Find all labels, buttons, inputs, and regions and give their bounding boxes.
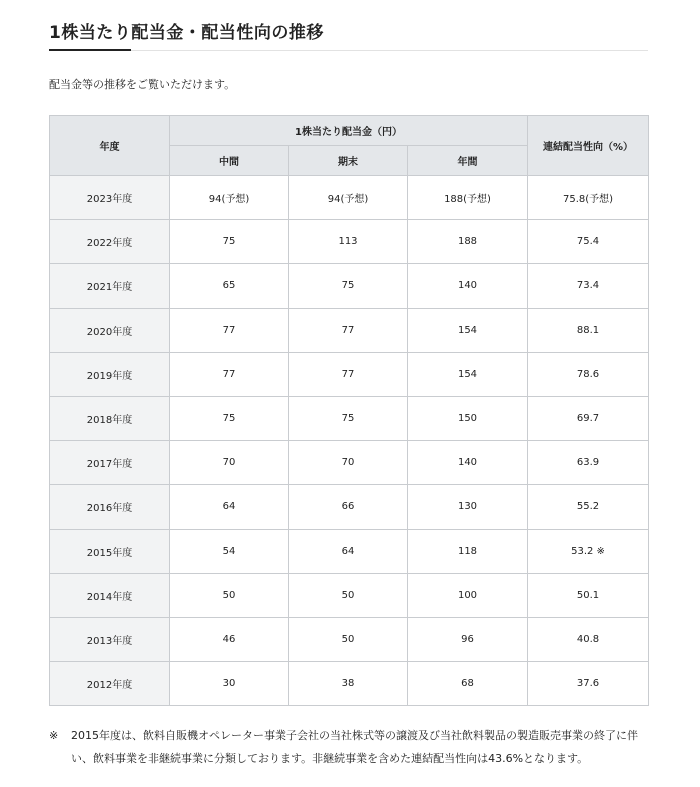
cell-interim: 30 xyxy=(170,662,289,706)
cell-payout-ratio: 88.1 xyxy=(528,308,649,352)
cell-annual: 140 xyxy=(408,441,528,485)
cell-payout-ratio: 73.4 xyxy=(528,264,649,308)
cell-interim: 77 xyxy=(170,352,289,396)
cell-year: 2014年度 xyxy=(50,573,170,617)
cell-interim: 46 xyxy=(170,617,289,661)
cell-payout-ratio: 69.7 xyxy=(528,396,649,440)
cell-year: 2020年度 xyxy=(50,308,170,352)
cell-interim: 77 xyxy=(170,308,289,352)
cell-payout-ratio: 53.2 ※ xyxy=(528,529,649,573)
table-row xyxy=(50,308,649,352)
cell-payout-ratio: 40.8 xyxy=(528,617,649,661)
cell-year-end: 77 xyxy=(289,352,408,396)
cell-interim: 75 xyxy=(170,220,289,264)
cell-year-end: 113 xyxy=(289,220,408,264)
cell-interim: 64 xyxy=(170,485,289,529)
cell-payout-ratio: 37.6 xyxy=(528,662,649,706)
header-annual: 年間 xyxy=(408,146,528,176)
cell-year-end: 66 xyxy=(289,485,408,529)
cell-annual: 118 xyxy=(408,529,528,573)
cell-annual: 130 xyxy=(408,485,528,529)
header-dividend-per-share: 1株当たり配当金（円） xyxy=(170,116,528,146)
table-row xyxy=(50,396,649,440)
cell-year-end: 38 xyxy=(289,662,408,706)
table-row xyxy=(50,220,649,264)
table-row xyxy=(50,441,649,485)
title-underline-accent xyxy=(49,49,131,51)
header-year: 年度 xyxy=(50,116,170,176)
cell-year-end: 50 xyxy=(289,573,408,617)
cell-year-end: 64 xyxy=(289,529,408,573)
cell-year: 2023年度 xyxy=(50,176,170,220)
cell-year-end: 94(予想) xyxy=(289,176,408,220)
cell-annual: 154 xyxy=(408,352,528,396)
table-row xyxy=(50,264,649,308)
cell-interim: 94(予想) xyxy=(170,176,289,220)
cell-interim: 50 xyxy=(170,573,289,617)
cell-payout-ratio: 50.1 xyxy=(528,573,649,617)
page-title: 1株当たり配当金・配当性向の推移 xyxy=(49,23,324,43)
cell-year-end: 75 xyxy=(289,264,408,308)
header-payout-ratio: 連結配当性向（%） xyxy=(528,116,649,176)
table-row xyxy=(50,662,649,706)
cell-interim: 54 xyxy=(170,529,289,573)
cell-year: 2018年度 xyxy=(50,396,170,440)
cell-annual: 188 xyxy=(408,220,528,264)
cell-year-end: 77 xyxy=(289,308,408,352)
table-row xyxy=(50,573,649,617)
dividend-table xyxy=(49,115,649,706)
intro-text: 配当金等の推移をご覧いただけます。 xyxy=(49,78,236,91)
cell-annual: 150 xyxy=(408,396,528,440)
table-body xyxy=(50,176,649,706)
cell-year-end: 70 xyxy=(289,441,408,485)
cell-annual: 96 xyxy=(408,617,528,661)
cell-year: 2016年度 xyxy=(50,485,170,529)
title-divider xyxy=(49,50,648,51)
cell-interim: 75 xyxy=(170,396,289,440)
cell-year: 2015年度 xyxy=(50,529,170,573)
header-year-end: 期末 xyxy=(289,146,408,176)
footnote-mark: ※ xyxy=(49,729,59,742)
cell-year: 2017年度 xyxy=(50,441,170,485)
table-row xyxy=(50,176,649,220)
footnote-text: 2015年度は、飲料自販機オペレーター事業子会社の当社株式等の譲渡及び当社飲料製品の製造販売事業の終了に伴い、飲料事業を非継続事業に分類しております。非継続事業を含めた連結配当性向は43.6%となります。 xyxy=(71,729,638,765)
cell-payout-ratio: 78.6 xyxy=(528,352,649,396)
cell-year: 2013年度 xyxy=(50,617,170,661)
cell-interim: 70 xyxy=(170,441,289,485)
cell-year: 2021年度 xyxy=(50,264,170,308)
table-row xyxy=(50,352,649,396)
cell-year: 2022年度 xyxy=(50,220,170,264)
cell-year-end: 75 xyxy=(289,396,408,440)
table-row xyxy=(50,485,649,529)
cell-year: 2012年度 xyxy=(50,662,170,706)
cell-annual: 100 xyxy=(408,573,528,617)
cell-annual: 154 xyxy=(408,308,528,352)
cell-annual: 140 xyxy=(408,264,528,308)
cell-payout-ratio: 75.4 xyxy=(528,220,649,264)
cell-payout-ratio: 75.8(予想) xyxy=(528,176,649,220)
table-row xyxy=(50,529,649,573)
table-header-row xyxy=(50,116,649,146)
cell-annual: 188(予想) xyxy=(408,176,528,220)
cell-payout-ratio: 55.2 xyxy=(528,485,649,529)
table-row xyxy=(50,617,649,661)
cell-annual: 68 xyxy=(408,662,528,706)
cell-year: 2019年度 xyxy=(50,352,170,396)
cell-payout-ratio: 63.9 xyxy=(528,441,649,485)
header-interim: 中間 xyxy=(170,146,289,176)
cell-interim: 65 xyxy=(170,264,289,308)
footnote xyxy=(49,724,649,770)
cell-year-end: 50 xyxy=(289,617,408,661)
